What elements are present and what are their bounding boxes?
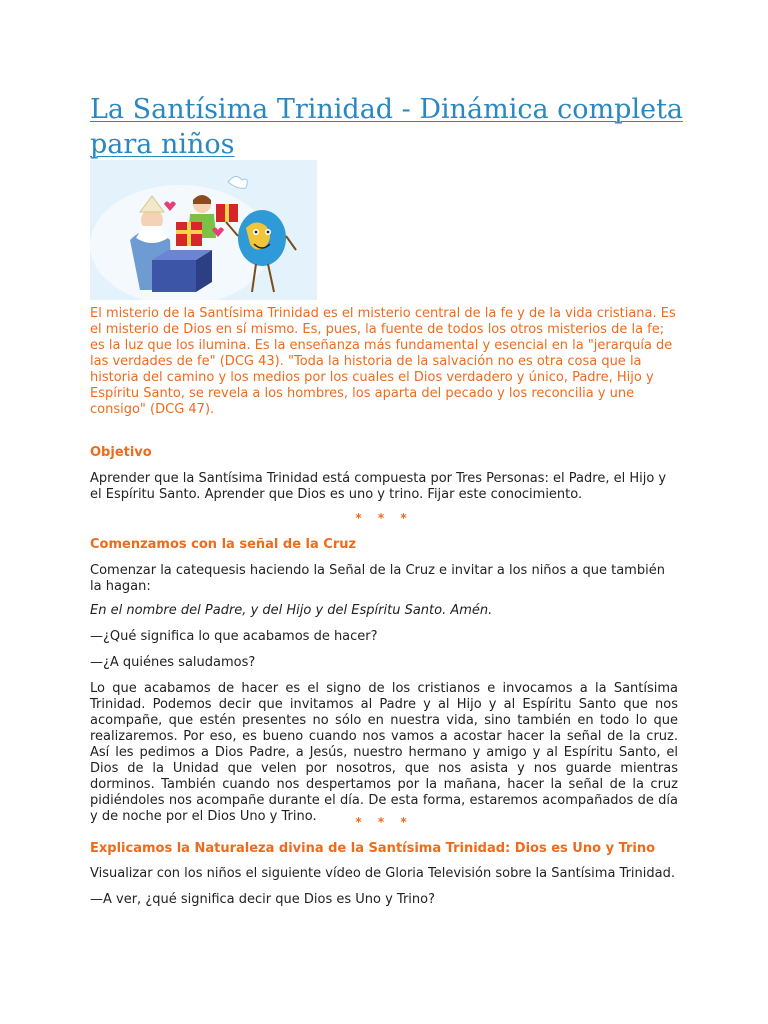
section-heading-senal-cruz: Comenzamos con la señal de la Cruz <box>90 537 357 552</box>
intro-paragraph: El misterio de la Santísima Trinidad es el misterio central de la fe y de la vida cristiana. Es el misterio de Dios en sí mismo. Es, pues, la fuente de todos los otros misterios de la fe; es la luz que los ilumina. Es la enseñanza más fundamental y esencial en la "jerarquía de las verdades de fe" (DCG 43). "Toda la historia de la salvación no es otra cosa que la historia del camino y los medios por los cuales el Dios verdadero y único, Padre, Hijo y Espíritu Santo, se revela a los hombres, los aparta del pecado y los reconcilia y une consigo" (DCG 47). <box>90 306 676 417</box>
senal-cruz-paragraph-1: Comenzar la catequesis haciendo la Señal de la Cruz e invitar a los niños a que también la hagan: <box>90 563 665 594</box>
section-heading-naturaleza-divina: Explicamos la Naturaleza divina de la Santísima Trinidad: Dios es Uno y Trino <box>90 841 656 856</box>
naturaleza-paragraph: Visualizar con los niños el siguiente vídeo de Gloria Televisión sobre la Santísima Trinidad. <box>90 866 675 881</box>
section-separator: * * * <box>355 815 413 829</box>
question-2: —¿A quiénes saludamos? <box>90 655 256 670</box>
trinity-illustration <box>90 160 317 300</box>
senal-cruz-explanation: Lo que acabamos de hacer es el signo de los cristianos e invocamos a la Santísima Trinidad. Podemos decir que invitamos al Padre y al Hijo y al Espíritu Santo que nos acompañe, que estén presentes no sólo en nuestra vida, sino también en todo lo que realizaremos. Por eso, es bueno cuando nos vamos a acostar hacer la señal de la cruz. Así les pedimos a Dios Padre, a Jesús, nuestro hermano y amigo y al Espíritu Santo, el Dios de la Unidad que velen por nosotros, que nos asista y nos guarde mientras dorminos. También cuando nos despertamos por la mañana, hacer la señal de la cruz pidiéndoles nos acompañe durante el día. De esta forma, estaremos acompañados de día y de noche por el Dios Uno y Trino. <box>90 681 678 824</box>
section-separator: * * * <box>355 511 413 525</box>
question-3: —A ver, ¿qué significa decir que Dios es Uno y Trino? <box>90 892 436 907</box>
prayer-text: En el nombre del Padre, y del Hijo y del Espíritu Santo. Amén. <box>90 603 493 618</box>
page-title[interactable]: La Santísima Trinidad - Dinámica completa para niños <box>90 94 684 160</box>
question-1: —¿Qué significa lo que acabamos de hacer? <box>90 629 378 644</box>
section-heading-objetivo: Objetivo <box>90 445 152 460</box>
objetivo-paragraph: Aprender que la Santísima Trinidad está compuesta por Tres Personas: el Padre, el Hijo y el Espíritu Santo. Aprender que Dios es uno y trino. Fijar este conocimiento. <box>90 471 667 502</box>
